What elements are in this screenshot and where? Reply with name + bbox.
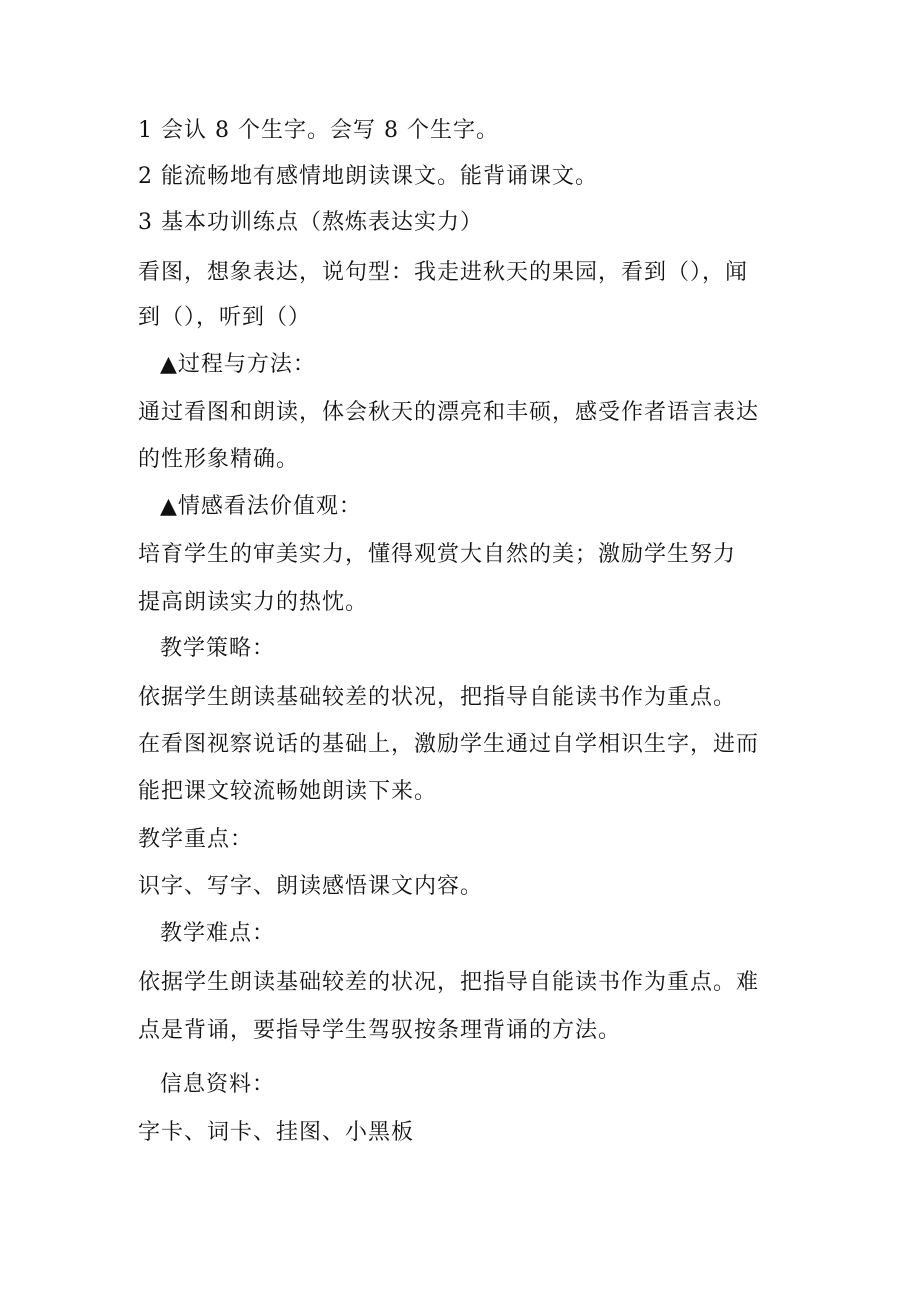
teaching-strategy-line-3: 能把课文较流畅她朗读下来。	[138, 779, 438, 804]
process-method-heading: ▲过程与方法：	[160, 352, 316, 377]
teaching-difficulty-line-1: 依据学生朗读基础较差的状况，把指导自能读书作为重点。难	[138, 970, 760, 995]
process-method-line-2: 的性形象精确。	[138, 447, 300, 472]
resources-line: 字卡、词卡、挂图、小黑板	[138, 1120, 415, 1145]
teaching-strategy-line-2: 在看图视察说话的基础上，激励学生通过自学相识生字，进而	[138, 732, 760, 757]
sentence-practice-line-2: 到（），听到（）	[138, 305, 312, 330]
emotion-values-line-2: 提高朗读实力的热忱。	[138, 590, 369, 615]
teaching-focus-line: 识字、写字、朗读感悟课文内容。	[138, 874, 484, 899]
emotion-values-line-1: 培育学生的审美实力，懂得观赏大自然的美；激励学生努力	[138, 542, 737, 567]
objective-2: 2 能流畅地有感情地朗读课文。能背诵课文。	[138, 164, 598, 189]
process-method-line-1: 通过看图和朗读，体会秋天的漂亮和丰硕，感受作者语言表达	[138, 400, 760, 425]
teaching-strategy-heading: 教学策略：	[160, 636, 276, 661]
sentence-practice-line-1: 看图，想象表达，说句型：我走进秋天的果园，看到（），闻	[138, 260, 749, 285]
teaching-difficulty-heading: 教学难点：	[160, 921, 276, 946]
objective-1: 1 会认 8 个生字。会写 8 个生字。	[138, 118, 499, 143]
teaching-difficulty-line-2: 点是背诵，要指导学生驾驭按条理背诵的方法。	[138, 1018, 622, 1043]
teaching-strategy-line-1: 依据学生朗读基础较差的状况，把指导自能读书作为重点。	[138, 685, 737, 710]
resources-heading: 信息资料：	[160, 1072, 276, 1097]
teaching-focus-heading: 教学重点：	[138, 827, 254, 852]
objective-3: 3 基本功训练点（熬炼表达实力）	[138, 210, 483, 235]
emotion-values-heading: ▲情感看法价值观：	[160, 494, 362, 519]
